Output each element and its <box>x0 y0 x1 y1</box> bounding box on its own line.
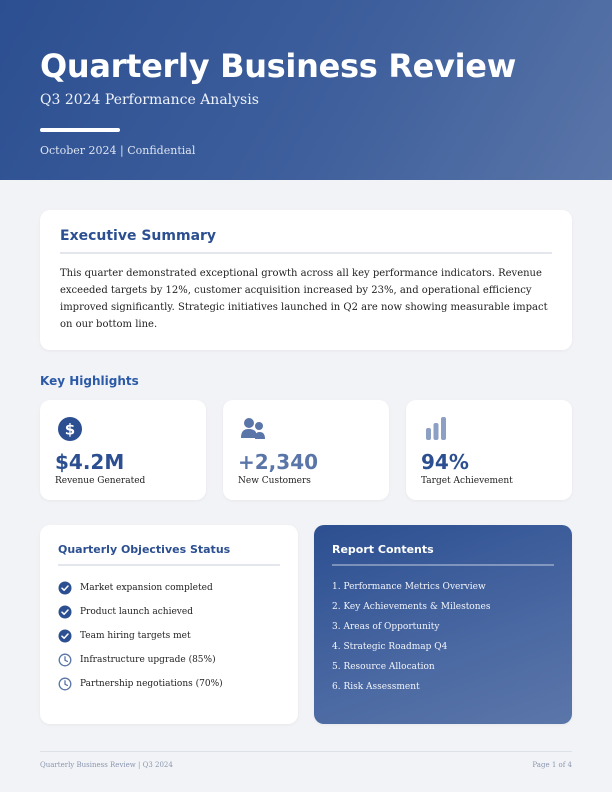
users-icon <box>240 416 266 442</box>
bar-chart-icon <box>423 416 449 442</box>
highlight-label: Revenue Generated <box>55 476 146 486</box>
check-circle-icon <box>58 581 72 595</box>
highlight-value: $4.2M <box>55 450 125 474</box>
highlight-card-revenue <box>40 400 206 500</box>
executive-summary-text: This quarter demonstrated exceptional growth across all key performance indicators. Revenue exceeded targets by 12%, customer acquisition increased by 23%, and operational efficiency improved significantly. Strategic initiatives launched in Q2 are now showing measurable impact on our bottom line. <box>60 268 548 330</box>
highlight-card-target <box>406 400 572 500</box>
objectives-list <box>58 576 280 696</box>
highlight-value: 94% <box>421 450 469 474</box>
contents-item: 4. Strategic Roadmap Q4 <box>332 642 448 652</box>
page-number: Page 1 of 4 <box>532 761 572 769</box>
contents-item: 2. Key Achievements & Milestones <box>332 602 491 612</box>
clock-icon <box>58 653 72 667</box>
footer-document-label: Quarterly Business Review | Q3 2024 <box>40 761 173 769</box>
key-highlights-heading: Key Highlights <box>40 374 139 388</box>
page-title: Quarterly Business Review <box>40 47 516 85</box>
contents-item: 5. Resource Allocation <box>332 662 435 672</box>
highlight-label: New Customers <box>238 476 311 486</box>
objective-text: Infrastructure upgrade (85%) <box>80 655 216 665</box>
contents-item: 3. Areas of Opportunity <box>332 622 440 632</box>
page-subtitle: Q3 2024 Performance Analysis <box>40 92 259 108</box>
svg-text:$: $ <box>64 420 76 439</box>
objective-text: Product launch achieved <box>80 607 193 617</box>
highlight-card-customers <box>223 400 389 500</box>
check-circle-icon <box>58 605 72 619</box>
objectives-card <box>40 525 298 724</box>
objective-text: Partnership negotiations (70%) <box>80 679 223 689</box>
objective-text: Team hiring targets met <box>80 631 191 641</box>
contents-item: 1. Performance Metrics Overview <box>332 582 486 592</box>
check-circle-icon <box>58 629 72 643</box>
header-divider <box>40 128 120 132</box>
objective-item <box>58 576 280 600</box>
clock-icon <box>58 677 72 691</box>
report-contents-card <box>314 525 572 724</box>
highlight-value: +2,340 <box>238 450 319 474</box>
objective-item <box>58 648 280 672</box>
objective-item <box>58 600 280 624</box>
objective-item <box>58 624 280 648</box>
report-contents-title: Report Contents <box>332 543 554 566</box>
executive-summary-title: Executive Summary <box>60 228 552 254</box>
contents-item: 6. Risk Assessment <box>332 682 420 692</box>
report-header <box>0 0 612 180</box>
footer-divider <box>40 751 572 752</box>
date-confidential-line: October 2024 | Confidential <box>40 144 196 157</box>
report-contents-list <box>332 577 554 697</box>
objective-text: Market expansion completed <box>80 583 213 593</box>
highlight-label: Target Achievement <box>421 476 513 486</box>
objective-item <box>58 672 280 696</box>
dollar-icon <box>57 416 83 442</box>
objectives-title: Quarterly Objectives Status <box>58 543 280 566</box>
executive-summary-card <box>40 210 572 350</box>
